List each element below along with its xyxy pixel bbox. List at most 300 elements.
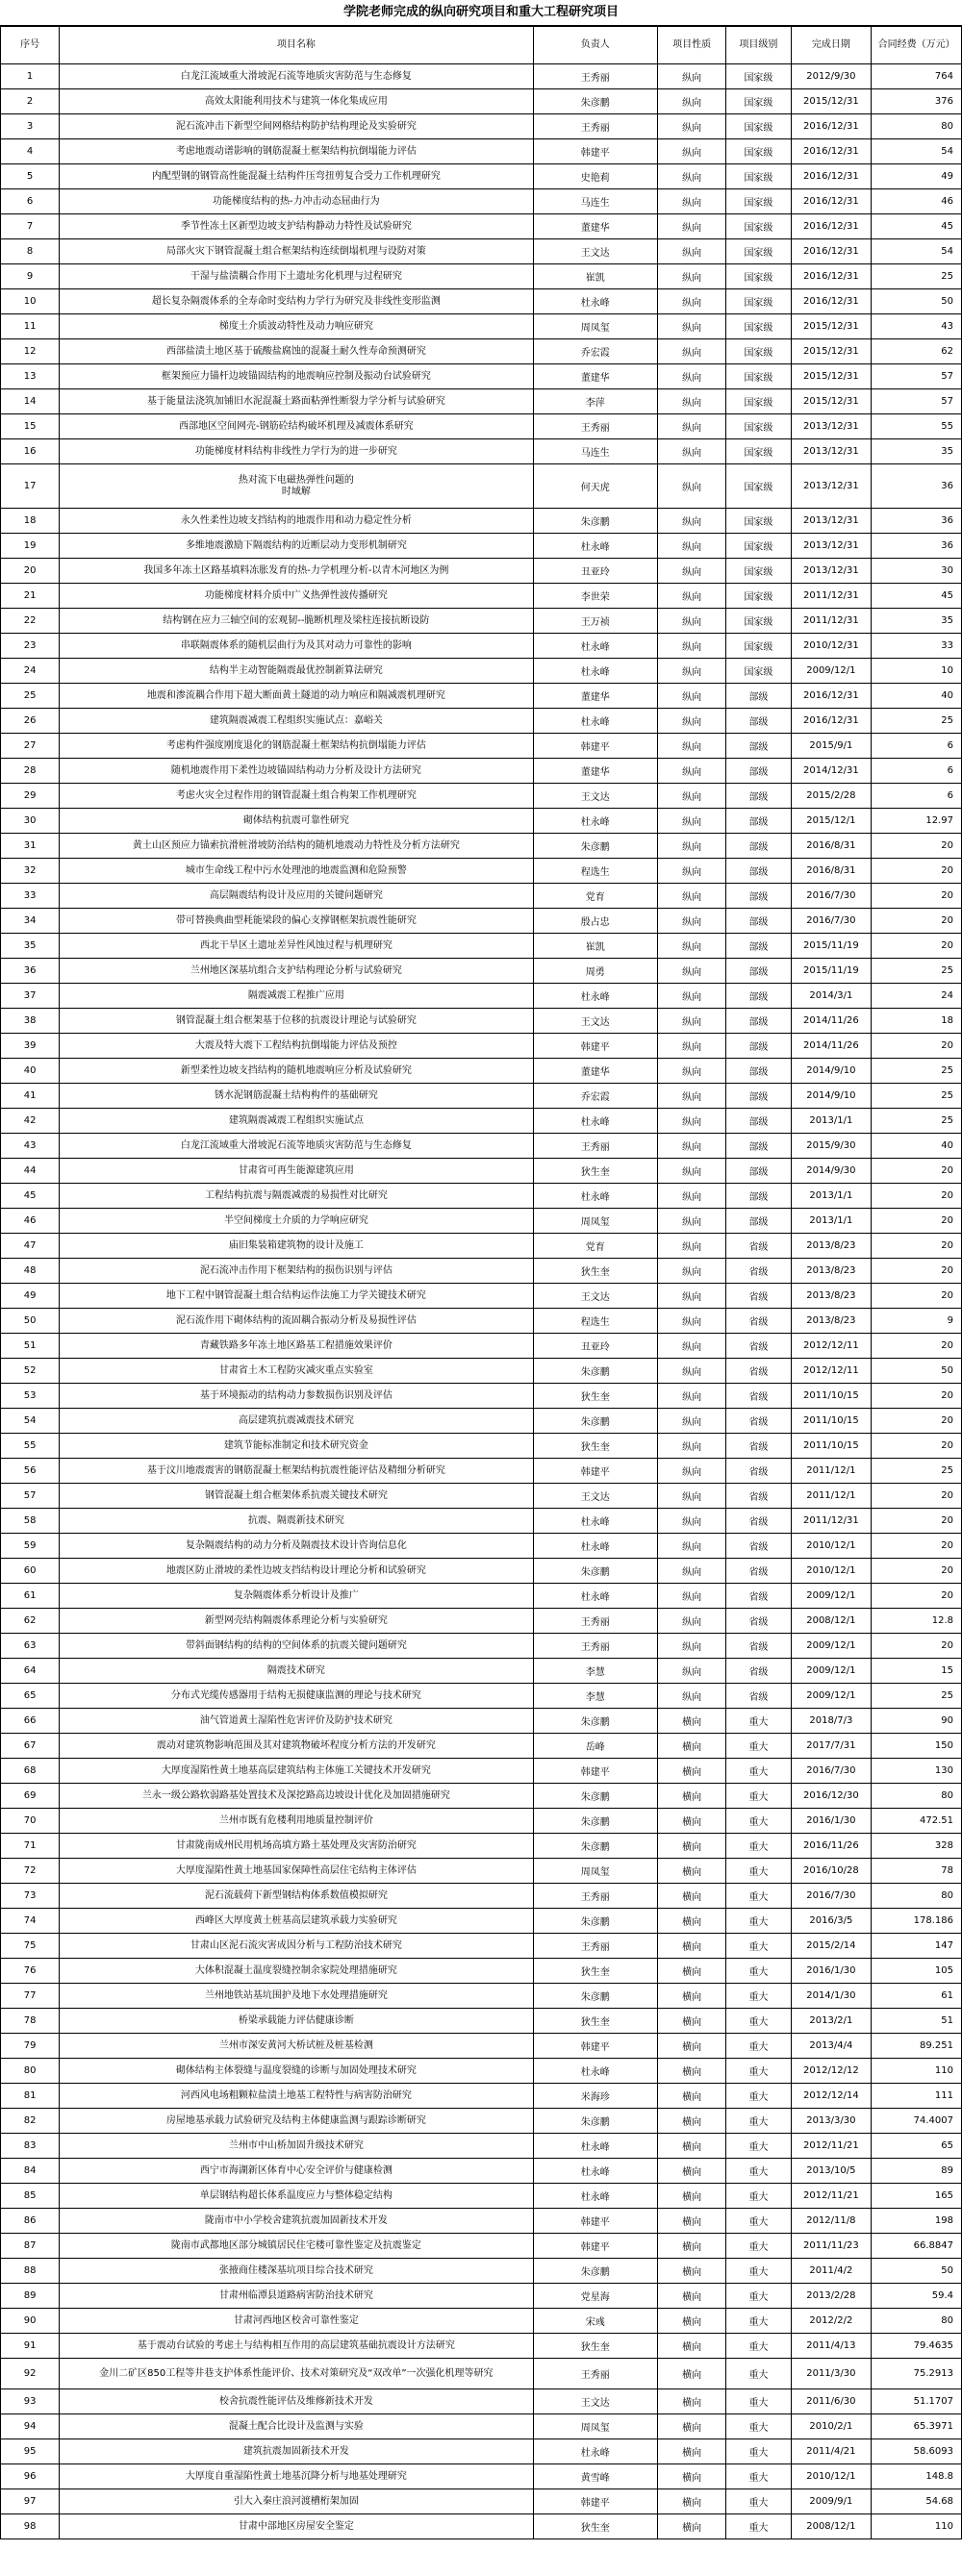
cell-lead: 韩建平	[533, 1459, 657, 1484]
table-row	[1, 2259, 962, 2284]
cell-no: 49	[1, 1284, 60, 1309]
cell-no: 37	[1, 984, 60, 1009]
cell-nature: 横向	[657, 2464, 725, 2489]
cell-date: 2010/12/31	[791, 634, 872, 659]
cell-date: 2015/11/19	[791, 959, 872, 984]
cell-lead: 王秀丽	[533, 64, 657, 89]
table-row	[1, 809, 962, 834]
cell-level: 国家级	[726, 264, 791, 289]
cell-project: 砌体结构抗震可靠性研究	[60, 809, 533, 834]
cell-level: 重大	[726, 1859, 791, 1884]
cell-amount: 43	[872, 314, 962, 339]
cell-lead: 杜永峰	[533, 534, 657, 559]
cell-level: 部级	[726, 959, 791, 984]
cell-lead: 韩建平	[533, 2234, 657, 2259]
table-row	[1, 1709, 962, 1734]
table-row	[1, 784, 962, 809]
cell-project: 泥石流冲击下新型空间网格结构防护结构理论及实验研究	[60, 114, 533, 139]
cell-level: 重大	[726, 1834, 791, 1859]
table-row	[1, 1609, 962, 1634]
cell-date: 2013/4/4	[791, 2034, 872, 2059]
cell-no: 2	[1, 89, 60, 114]
cell-lead: 王万祯	[533, 609, 657, 634]
cell-level: 重大	[726, 1809, 791, 1834]
cell-level: 国家级	[726, 609, 791, 634]
cell-lead: 李世荣	[533, 584, 657, 609]
cell-no: 61	[1, 1584, 60, 1609]
cell-no: 24	[1, 659, 60, 684]
cell-lead: 米海珍	[533, 2084, 657, 2109]
table-row	[1, 2009, 962, 2034]
cell-no: 71	[1, 1834, 60, 1859]
cell-project: 甘肃山区泥石流灾害成因分析与工程防治技术研究	[60, 1934, 533, 1959]
cell-date: 2008/12/1	[791, 1609, 872, 1634]
table-row	[1, 2184, 962, 2209]
cell-date: 2015/12/31	[791, 364, 872, 389]
cell-level: 重大	[726, 2334, 791, 2359]
cell-level: 部级	[726, 1184, 791, 1209]
cell-nature: 纵向	[657, 64, 725, 89]
cell-lead: 杜永峰	[533, 2184, 657, 2209]
cell-project: 陇南市武都地区部分城镇居民住宅楼可靠性鉴定及抗震鉴定	[60, 2234, 533, 2259]
table-row	[1, 2359, 962, 2389]
cell-amount: 25	[872, 709, 962, 734]
cell-nature: 纵向	[657, 984, 725, 1009]
table-row	[1, 439, 962, 464]
cell-amount: 65.3971	[872, 2414, 962, 2439]
table-row	[1, 1509, 962, 1534]
cell-nature: 横向	[657, 2389, 725, 2414]
cell-project: 城市生命线工程中污水处理池的地震监测和危险预警	[60, 859, 533, 884]
cell-no: 20	[1, 559, 60, 584]
cell-lead: 韩建平	[533, 2034, 657, 2059]
cell-no: 13	[1, 364, 60, 389]
cell-amount: 15	[872, 1659, 962, 1684]
table-row	[1, 634, 962, 659]
cell-lead: 王文达	[533, 1284, 657, 1309]
cell-date: 2008/12/1	[791, 2514, 872, 2539]
table-row	[1, 709, 962, 734]
cell-nature: 横向	[657, 1959, 725, 1984]
cell-project: 大厚度湿陷性黄土地基国家保障性高层住宅结构主体评估	[60, 1859, 533, 1884]
table-row	[1, 2034, 962, 2059]
cell-no: 34	[1, 909, 60, 934]
cell-no: 89	[1, 2284, 60, 2309]
cell-amount: 33	[872, 634, 962, 659]
cell-date: 2016/10/28	[791, 1859, 872, 1884]
cell-nature: 纵向	[657, 389, 725, 414]
cell-level: 省级	[726, 1409, 791, 1434]
cell-nature: 纵向	[657, 1534, 725, 1559]
cell-no: 60	[1, 1559, 60, 1584]
cell-date: 2012/12/11	[791, 1334, 872, 1359]
cell-amount: 20	[872, 1559, 962, 1584]
cell-level: 国家级	[726, 314, 791, 339]
table-row	[1, 2309, 962, 2334]
cell-no: 73	[1, 1884, 60, 1909]
cell-project: 大厚度湿陷性黄土地基高层建筑结构主体施工关键技术开发研究	[60, 1759, 533, 1784]
cell-project: 建筑节能标准制定和技术研究资金	[60, 1434, 533, 1459]
cell-lead: 狄生奎	[533, 1159, 657, 1184]
cell-amount: 51	[872, 2009, 962, 2034]
cell-date: 2010/12/1	[791, 2464, 872, 2489]
cell-level: 省级	[726, 1609, 791, 1634]
cell-nature: 横向	[657, 2084, 725, 2109]
cell-project: 青藏铁路多年冻土地区路基工程措施效果评价	[60, 1334, 533, 1359]
cell-lead: 韩建平	[533, 2209, 657, 2234]
cell-project: 抗震、隔震新技术研究	[60, 1509, 533, 1534]
cell-lead: 朱彦鹏	[533, 834, 657, 859]
cell-project: 河西风电场粗颗粒盐渍土地基工程特性与病害防治研究	[60, 2084, 533, 2109]
table-row	[1, 609, 962, 634]
cell-date: 2011/10/15	[791, 1434, 872, 1459]
cell-date: 2016/8/31	[791, 834, 872, 859]
cell-no: 48	[1, 1259, 60, 1284]
cell-amount: 59.4	[872, 2284, 962, 2309]
cell-lead: 朱彦鹏	[533, 1984, 657, 2009]
cell-level: 重大	[726, 2514, 791, 2539]
cell-nature: 纵向	[657, 1184, 725, 1209]
cell-lead: 王文达	[533, 1484, 657, 1509]
cell-lead: 党育	[533, 1234, 657, 1259]
cell-lead: 杜永峰	[533, 1509, 657, 1534]
table-row	[1, 1134, 962, 1159]
cell-amount: 46	[872, 189, 962, 214]
cell-no: 78	[1, 2009, 60, 2034]
cell-nature: 纵向	[657, 214, 725, 239]
cell-level: 部级	[726, 734, 791, 759]
cell-no: 14	[1, 389, 60, 414]
cell-level: 国家级	[726, 464, 791, 509]
cell-amount: 20	[872, 1209, 962, 1234]
cell-nature: 横向	[657, 2334, 725, 2359]
cell-no: 75	[1, 1934, 60, 1959]
cell-lead: 崔凯	[533, 934, 657, 959]
cell-date: 2016/12/31	[791, 114, 872, 139]
cell-amount: 20	[872, 1409, 962, 1434]
cell-nature: 横向	[657, 1734, 725, 1759]
cell-amount: 764	[872, 64, 962, 89]
table-row	[1, 239, 962, 264]
table-row	[1, 1409, 962, 1434]
cell-no: 16	[1, 439, 60, 464]
cell-nature: 横向	[657, 1809, 725, 1834]
cell-no: 12	[1, 339, 60, 364]
cell-lead: 乔宏霞	[533, 1084, 657, 1109]
cell-project: 半空间梯度土介质的力学响应研究	[60, 1209, 533, 1234]
cell-project: 西宁市海湖新区体育中心安全评价与健康检测	[60, 2159, 533, 2184]
cell-lead: 狄生奎	[533, 2009, 657, 2034]
cell-amount: 20	[872, 909, 962, 934]
cell-lead: 狄生奎	[533, 2514, 657, 2539]
cell-date: 2012/9/30	[791, 64, 872, 89]
cell-lead: 朱彦鹏	[533, 1559, 657, 1584]
cell-date: 2009/12/1	[791, 1659, 872, 1684]
cell-nature: 纵向	[657, 1084, 725, 1109]
cell-project: 甘肃中部地区房屋安全鉴定	[60, 2514, 533, 2539]
cell-no: 90	[1, 2309, 60, 2334]
cell-no: 76	[1, 1959, 60, 1984]
cell-date: 2011/4/13	[791, 2334, 872, 2359]
cell-no: 96	[1, 2464, 60, 2489]
cell-nature: 横向	[657, 2184, 725, 2209]
cell-project: 随机地震作用下柔性边坡锚固结构动力分析及设计方法研究	[60, 759, 533, 784]
cell-level: 部级	[726, 859, 791, 884]
cell-nature: 横向	[657, 1859, 725, 1884]
table-row	[1, 1884, 962, 1909]
cell-lead: 王文达	[533, 2389, 657, 2414]
cell-no: 4	[1, 139, 60, 164]
cell-nature: 横向	[657, 2109, 725, 2134]
cell-nature: 纵向	[657, 534, 725, 559]
cell-level: 部级	[726, 909, 791, 934]
cell-level: 重大	[726, 2234, 791, 2259]
cell-lead: 黄雪峰	[533, 2464, 657, 2489]
cell-level: 国家级	[726, 289, 791, 314]
cell-project: 高层建筑抗震减震技术研究	[60, 1409, 533, 1434]
cell-date: 2011/3/30	[791, 2359, 872, 2389]
cell-nature: 横向	[657, 2134, 725, 2159]
cell-project: 陇南市中小学校舍建筑抗震加固新技术开发	[60, 2209, 533, 2234]
cell-no: 52	[1, 1359, 60, 1384]
cell-level: 国家级	[726, 64, 791, 89]
cell-no: 88	[1, 2259, 60, 2284]
cell-no: 11	[1, 314, 60, 339]
cell-date: 2012/11/8	[791, 2209, 872, 2234]
cell-lead: 周勇	[533, 959, 657, 984]
table-row	[1, 1584, 962, 1609]
table-row	[1, 2514, 962, 2539]
cell-amount: 20	[872, 1234, 962, 1259]
cell-lead: 杜永峰	[533, 289, 657, 314]
cell-level: 重大	[726, 2084, 791, 2109]
cell-lead: 王秀丽	[533, 1134, 657, 1159]
table-row	[1, 1159, 962, 1184]
cell-amount: 54	[872, 239, 962, 264]
table-row	[1, 1484, 962, 1509]
cell-level: 部级	[726, 684, 791, 709]
cell-lead: 崔凯	[533, 264, 657, 289]
cell-project: 隔震技术研究	[60, 1659, 533, 1684]
cell-lead: 杜永峰	[533, 809, 657, 834]
cell-project: 我国多年冻土区路基填料冻胀发育的热-力学机理分析-以青木河地区为例	[60, 559, 533, 584]
cell-nature: 纵向	[657, 684, 725, 709]
cell-level: 国家级	[726, 439, 791, 464]
table-row	[1, 2389, 962, 2414]
cell-date: 2009/12/1	[791, 1584, 872, 1609]
cell-date: 2014/9/10	[791, 1084, 872, 1109]
cell-level: 省级	[726, 1334, 791, 1359]
cell-lead: 杜永峰	[533, 2134, 657, 2159]
cell-no: 18	[1, 509, 60, 534]
cell-level: 重大	[726, 2184, 791, 2209]
cell-lead: 杜永峰	[533, 984, 657, 1009]
cell-lead: 韩建平	[533, 1034, 657, 1059]
cell-nature: 横向	[657, 2284, 725, 2309]
cell-level: 部级	[726, 784, 791, 809]
cell-no: 22	[1, 609, 60, 634]
cell-lead: 王文达	[533, 784, 657, 809]
table-row	[1, 1109, 962, 1134]
cell-amount: 110	[872, 2514, 962, 2539]
cell-project: 功能梯度结构的热-力冲击动态屈曲行为	[60, 189, 533, 214]
cell-lead: 朱彦鹏	[533, 2109, 657, 2134]
table-row	[1, 1209, 962, 1234]
cell-no: 8	[1, 239, 60, 264]
cell-project: 白龙江流域重大滑坡泥石流等地质灾害防范与生态修复	[60, 64, 533, 89]
cell-nature: 纵向	[657, 139, 725, 164]
cell-date: 2014/11/26	[791, 1009, 872, 1034]
cell-amount: 178.186	[872, 1909, 962, 1934]
cell-amount: 20	[872, 1034, 962, 1059]
table-row	[1, 1234, 962, 1259]
cell-nature: 纵向	[657, 1159, 725, 1184]
table-row	[1, 2159, 962, 2184]
cell-no: 64	[1, 1659, 60, 1684]
table-row	[1, 1859, 962, 1884]
cell-project: 干湿与盐渍耦合作用下土遗址劣化机理与过程研究	[60, 264, 533, 289]
cell-project: 考虑地震动谱影响的钢筋混凝土框架结构抗倒塌能力评估	[60, 139, 533, 164]
cell-no: 21	[1, 584, 60, 609]
table-row	[1, 2439, 962, 2464]
cell-no: 84	[1, 2159, 60, 2184]
cell-project: 带可替换典曲型耗能梁段的偏心支撑钢框架抗震性能研究	[60, 909, 533, 934]
cell-no: 10	[1, 289, 60, 314]
cell-date: 2011/12/31	[791, 1509, 872, 1534]
cell-nature: 纵向	[657, 1609, 725, 1634]
cell-date: 2009/12/1	[791, 1684, 872, 1709]
cell-level: 省级	[726, 1684, 791, 1709]
cell-date: 2011/10/15	[791, 1384, 872, 1409]
cell-date: 2016/1/30	[791, 1809, 872, 1834]
cell-lead: 杜永峰	[533, 1184, 657, 1209]
cell-project: 高效太阳能利用技术与建筑一体化集成应用	[60, 89, 533, 114]
cell-project: 结构钢在应力三轴空间的宏观韧--脆断机理及梁柱连接抗断设防	[60, 609, 533, 634]
table-row	[1, 314, 962, 339]
cell-no: 69	[1, 1784, 60, 1809]
cell-no: 59	[1, 1534, 60, 1559]
cell-amount: 55	[872, 414, 962, 439]
cell-date: 2013/3/30	[791, 2109, 872, 2134]
cell-level: 部级	[726, 1009, 791, 1034]
cell-date: 2016/7/30	[791, 1884, 872, 1909]
cell-no: 31	[1, 834, 60, 859]
cell-no: 72	[1, 1859, 60, 1884]
cell-project: 地震和渗流耦合作用下超大断面黄土隧道的动力响应和隔减震机理研究	[60, 684, 533, 709]
cell-lead: 丑亚玲	[533, 1334, 657, 1359]
cell-lead: 韩建平	[533, 2489, 657, 2514]
cell-lead: 杜永峰	[533, 634, 657, 659]
cell-lead: 朱彦鹏	[533, 1834, 657, 1859]
cell-lead: 杜永峰	[533, 2059, 657, 2084]
cell-date: 2016/12/31	[791, 684, 872, 709]
cell-lead: 朱彦鹏	[533, 1359, 657, 1384]
cell-no: 32	[1, 859, 60, 884]
cell-nature: 纵向	[657, 934, 725, 959]
cell-date: 2013/12/31	[791, 414, 872, 439]
cell-date: 2015/9/30	[791, 1134, 872, 1159]
cell-date: 2015/12/31	[791, 89, 872, 114]
cell-amount: 12.97	[872, 809, 962, 834]
cell-level: 部级	[726, 1059, 791, 1084]
cell-level: 省级	[726, 1234, 791, 1259]
cell-level: 部级	[726, 834, 791, 859]
cell-amount: 150	[872, 1734, 962, 1759]
cell-nature: 纵向	[657, 559, 725, 584]
cell-nature: 横向	[657, 2514, 725, 2539]
table-row	[1, 2414, 962, 2439]
cell-amount: 79.4635	[872, 2334, 962, 2359]
cell-lead: 杜永峰	[533, 2159, 657, 2184]
table-row	[1, 139, 962, 164]
cell-no: 83	[1, 2134, 60, 2159]
cell-date: 2016/8/31	[791, 859, 872, 884]
cell-lead: 韩建平	[533, 139, 657, 164]
cell-nature: 横向	[657, 2234, 725, 2259]
cell-date: 2012/2/2	[791, 2309, 872, 2334]
table-row	[1, 1934, 962, 1959]
cell-project: 复杂隔震体系分析设计及推广	[60, 1584, 533, 1609]
cell-level: 重大	[726, 2359, 791, 2389]
cell-date: 2017/7/31	[791, 1734, 872, 1759]
cell-level: 国家级	[726, 139, 791, 164]
cell-amount: 80	[872, 1784, 962, 1809]
cell-project: 功能梯度材料介质中广义热弹性波传播研究	[60, 584, 533, 609]
cell-level: 国家级	[726, 339, 791, 364]
cell-nature: 横向	[657, 1884, 725, 1909]
cell-no: 40	[1, 1059, 60, 1084]
cell-level: 重大	[726, 1984, 791, 2009]
cell-no: 26	[1, 709, 60, 734]
cell-lead: 朱彦鹏	[533, 1909, 657, 1934]
cell-level: 部级	[726, 1134, 791, 1159]
cell-nature: 纵向	[657, 1384, 725, 1409]
sheet-title: 学院老师完成的纵向研究项目和重大工程研究项目	[0, 0, 962, 26]
cell-nature: 纵向	[657, 1259, 725, 1284]
cell-project: 甘肃陇南成州民用机场高填方路土基处理及灾害防治研究	[60, 1834, 533, 1859]
cell-project: 混凝土配合比设计及监测与实验	[60, 2414, 533, 2439]
cell-lead: 董建华	[533, 684, 657, 709]
cell-lead: 杜永峰	[533, 1584, 657, 1609]
table-row	[1, 339, 962, 364]
cell-project: 西部地区空间网壳-钢筋砼结构破坏机理及减震体系研究	[60, 414, 533, 439]
cell-no: 23	[1, 634, 60, 659]
cell-lead: 狄生奎	[533, 2334, 657, 2359]
cell-level: 省级	[726, 1434, 791, 1459]
cell-amount: 20	[872, 1159, 962, 1184]
cell-no: 29	[1, 784, 60, 809]
cell-date: 2011/12/31	[791, 609, 872, 634]
cell-nature: 纵向	[657, 1309, 725, 1334]
cell-nature: 横向	[657, 1759, 725, 1784]
cell-date: 2014/9/30	[791, 1159, 872, 1184]
cell-amount: 75.2913	[872, 2359, 962, 2389]
table-row	[1, 389, 962, 414]
table-body	[1, 64, 962, 2539]
cell-project: 高层隔震结构设计及应用的关键问题研究	[60, 884, 533, 909]
cell-nature: 纵向	[657, 364, 725, 389]
cell-date: 2009/12/1	[791, 1634, 872, 1659]
cell-amount: 165	[872, 2184, 962, 2209]
cell-no: 43	[1, 1134, 60, 1159]
table-row	[1, 1984, 962, 2009]
table-row	[1, 2464, 962, 2489]
cell-amount: 62	[872, 339, 962, 364]
cell-date: 2011/4/21	[791, 2439, 872, 2464]
cell-lead: 李萍	[533, 389, 657, 414]
cell-amount: 89	[872, 2159, 962, 2184]
cell-date: 2013/12/31	[791, 559, 872, 584]
